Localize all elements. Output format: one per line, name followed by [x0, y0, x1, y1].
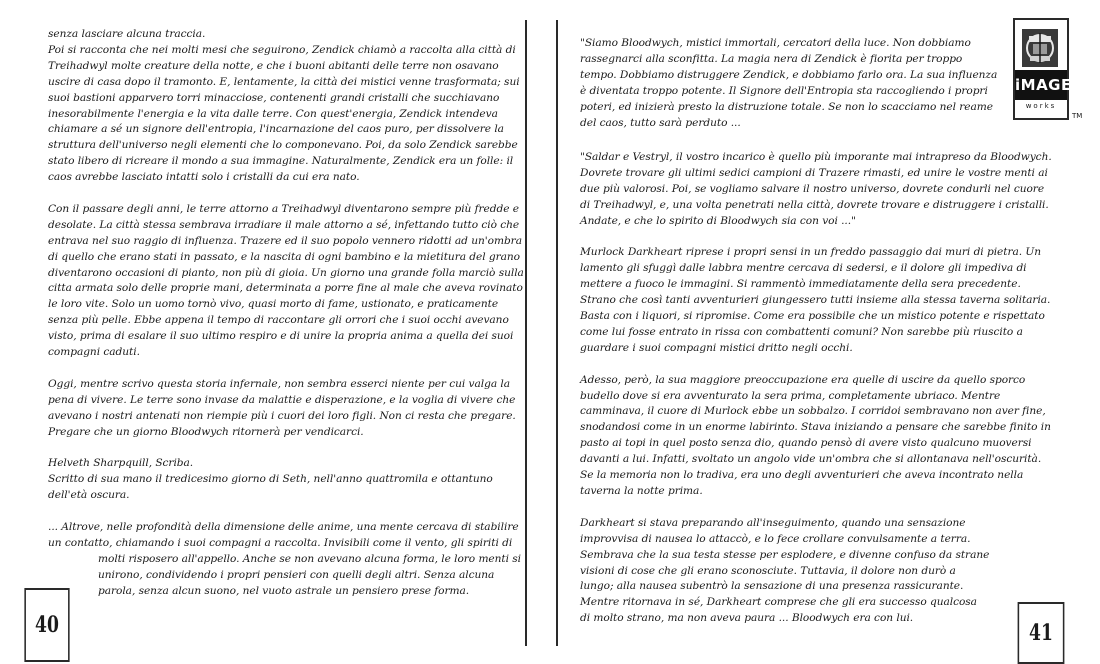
trademark: TM [1072, 112, 1083, 120]
paragraph: Murlock Darkheart riprese i propri sensi in un freddo passaggio dai muri di pietra. Un lamento gli sfuggì dalle labbra mentre cercava di sedersi, e il dolore gli impediva di mettere a fuoco le immagini. Si rammentò immediatamente della sera precedente. Strano che così tanti avventurieri giungessero tutti insieme alla stessa taverna solitaria. Basta con i liquori, si ripromise. Come era possibile che un mistico potente e rispettato come lui fosse entrato in rissa con combattenti comuni? Non sarebbe più riuscito a guardare i suoi compagni mistici dritto negli occhi. [580, 246, 1051, 354]
right-page-intro-text [580, 36, 1000, 147]
paragraph: Con il passare degli anni, le terre attorno a Treihadwyl diventarono sempre più fredde e desolate. La città stessa sembrava irradiare il male attorno a sé, infettando tutto ciò che entrava nel suo raggio di influenza. Trazere ed il suo popolo vennero ridotti ad un'ombra di quello che erano stati in passato, e la nascita di ogni bambino e la mietitura del grano diventarono occasioni di pianto, non più di gioia. Un giorno una grande folla marciò sulla citta armata solo delle proprie mani, determinata a porre fine al male che aveva rovinato le loro vite. Solo un uomo tornò vivo, quasi morto di fame, ustionato, e praticamente senza più pelle. Ebbe appena il tempo di raccontare gli orrori che i suoi occhi avevano visto, prima di esalare il suo ultimo respiro e di unire la propria anima a quella dei suoi compagni caduti. [48, 202, 524, 359]
paragraph: "Saldar e Vestryl, il vostro incarico è quello più imporante mai intrapreso da Bloodwych. Dovrete trovare gli ultimi sedici campioni di Trazere rimasti, ed unire le vostre menti ai due più valorosi. Poi, se vogliamo salvare il nostro universo, dovrete condurli nel cuore di Treihadwyl, e, una volta penetrati nella città, dovrete trovare e distruggere i cristalli. Andate, e che lo spirito di Bloodwych sia con voi ..." [580, 151, 1052, 227]
image-works-logo [1013, 18, 1072, 120]
signature-paragraph: Helveth Sharpquill, Scriba. Scritto di sua mano il tredicesimo giorno di Seth, nell'anno quattromila e ottantuno dell'età oscura. [48, 457, 493, 502]
paragraph: Darkheart si stava preparando all'inseguimento, quando una sensazione improvvisa di nausea lo attaccò, e lo fece crollare convulsamente a terra. Sembrava che la sua testa stesse per esplodere, e divenne confuso da strane visioni di cose che gli erano sconosciute. Tuttavia, il dolore non durò a lungo; alla nausea subentrò la sensazione di una presenza rassicurante. Mentre ritornava in sé, Darkheart comprese che gli era successo qualcosa di molto strano, ma non aveva paura ... Bloodwych era con lui. [580, 516, 990, 625]
closing-paragraph-indented: molti risposero all'appello. Anche se non avevano alcuna forma, le loro menti si unirono, condividendo i propri pensieri con quelli degli altri. Senza alcuna parola, senza alcun suono, nel vuoto astrale un pensiero prese forma. [98, 552, 522, 597]
image-works-emblem-icon [1021, 28, 1059, 68]
paragraph: "Siamo Bloodwych, mistici immortali, cercatori della luce. Non dobbiamo rassegnarci alla sconfitta. La magia nera di Zendick è fiorita per troppo tempo. Dobbiamo distruggere Zendick, e dobbiamo farlo ora. La sua influenza è diventata troppo potente. Il Signore dell'Entropia sta raccogliendo i propri poteri, ed inizierà presto la distruzione totale. Se non lo scacciamo nel reame del caos, tutto sarà perduto ... [580, 37, 998, 129]
left-page-rule [525, 20, 527, 646]
paragraph: Oggi, mentre scrivo questa storia infernale, non sembra esserci niente per cui valga la pena di vivere. Le terre sono invase da malattie e disperazione, e la voglia di vivere che avevano i nostri antenati non riempie più i cuori dei loro figli. Non ci resta che pregare. Pregare che un giorno Bloodwych ritornerà per vendicarci. [48, 377, 516, 438]
page-number-left [24, 588, 69, 662]
right-page-rule [556, 20, 558, 646]
left-page [0, 0, 545, 660]
paragraph: senza lasciare alcuna traccia. Poi si racconta che nei molti mesi che seguirono, Zendick chiamò a raccolta alla città di Treihadwyl molte creature della notte, e che i buoni abitanti delle terre non osavano uscire di casa dopo il tramonto. E, lentamente, la città dei mistici venne trasformata; sui suoi bastioni apparvero torri minacciose, contenenti grandi cristalli che succhiavano inesorabilmente l'energia e la vita dalle terre. Con quest'energia, Zendick intendeva chiamare a sé un signore dell'entropia, l'incarnazione del caos puro, per dissolvere la struttura dell'universo negli elementi che lo componevano. Poi, da solo Zendick sarebbe stato libero di ricreare il mondo a sua immagine. Naturalmente, Zendick era un folle: il caos avrebbe lasciato intatti solo i cristalli da cui era nato. [48, 28, 520, 184]
left-page-text [48, 27, 526, 600]
logo-brand: iMAGE [1015, 70, 1067, 100]
right-page-text [580, 150, 1055, 627]
paragraph: Adesso, però, la sua maggiore preoccupazione era quelle di uscire da quello sporco budello dove si era avventurato la sera prima, completamente ubriaco. Mentre camminava, il cuore di Murlock ebbe un sobbalzo. I corridoi sembravano non aver fine, snodandosi come in un enorme labirinto. Stava iniziando a pensare che sarebbe finito in pasto ai topi in quel posto senza dio, quando pensò di avere visto qualcuno muoversi davanti a lui. Infatti, svoltato un angolo vide un'ombra che si allontanava nell'oscurità. Se la memoria non lo tradiva, era uno degli avventurieri che aveva incontrato nella taverna la notte prima. [580, 373, 1051, 497]
page-number-text: 41 [1029, 620, 1053, 646]
closing-paragraph: ... Altrove, nelle profondità della dimensione delle anime, una mente cercava di stabilire un contatto, chiamando i suoi compagni a raccolta. Invisibili come il vento, gli spiriti di [48, 521, 519, 549]
page-number-text: 40 [35, 612, 59, 638]
page-number-right [1018, 602, 1065, 664]
logo-sub: works [1025, 102, 1057, 110]
